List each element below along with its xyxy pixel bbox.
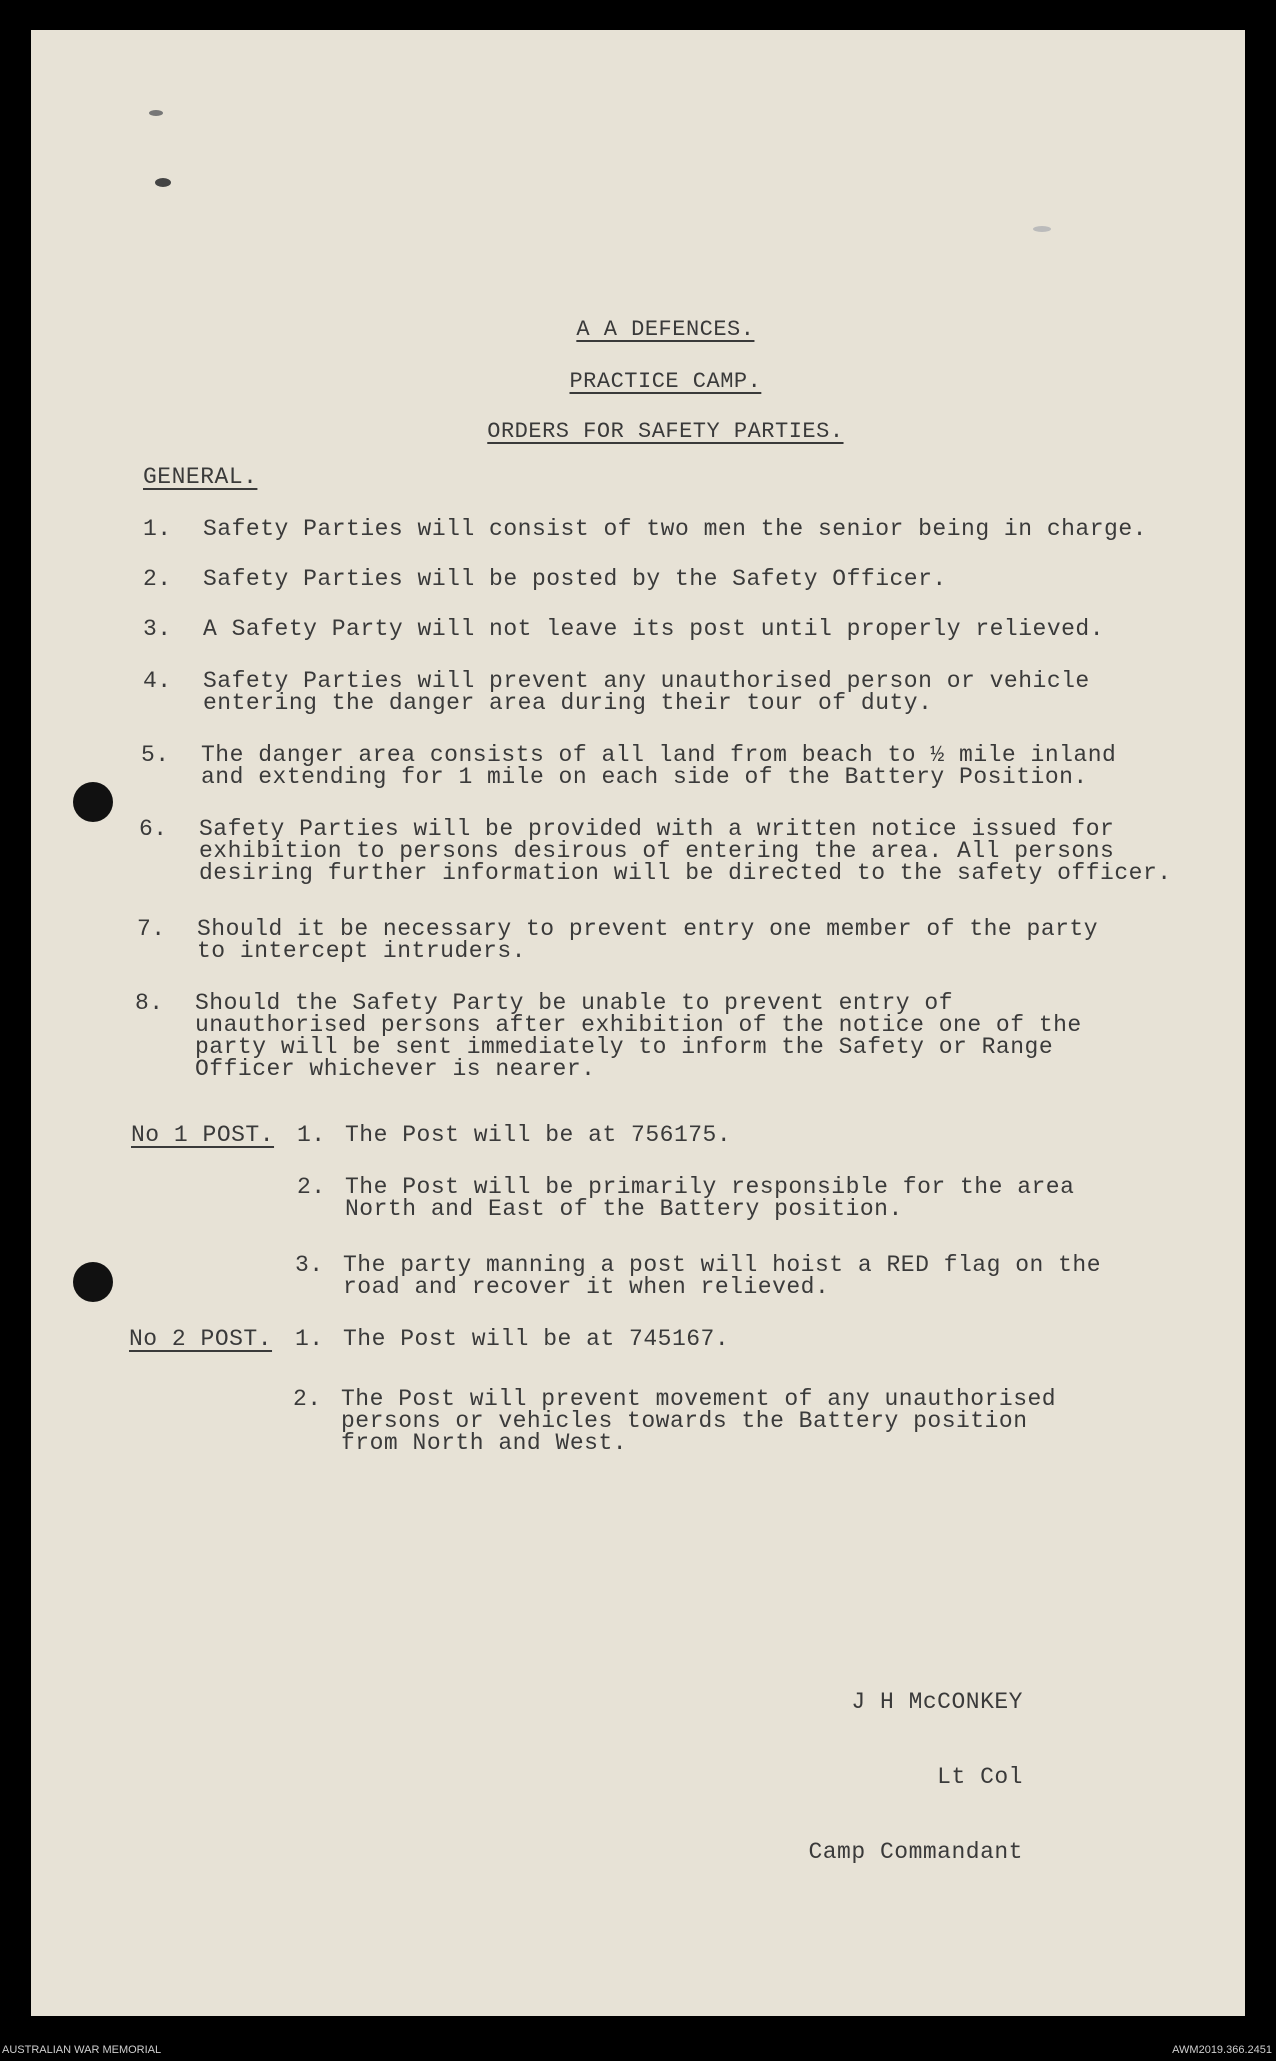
item-text: Should the Safety Party be unable to prevent entry of unauthorised persons after exhibition of the notice one of the party will be sent immediately to inform the Safety or Range Officer whichever is nearer. xyxy=(195,990,1082,1082)
item-number: 6. xyxy=(139,816,168,842)
post-1-label: No 1 POST. xyxy=(131,1122,275,1148)
item-number: 2. xyxy=(297,1174,326,1200)
document-subtitle: PRACTICE CAMP. xyxy=(569,369,762,394)
document-page xyxy=(31,30,1245,2016)
item-text: Safety Parties will prevent any unauthorised person or vehicle entering the danger area during their tour of duty. xyxy=(203,668,1090,716)
item-number: 1. xyxy=(297,1122,326,1148)
item-text: A Safety Party will not leave its post until properly relieved. xyxy=(203,616,1105,642)
item-number: 8. xyxy=(135,990,164,1016)
post-1-item xyxy=(297,1174,1075,1264)
item-number: 1. xyxy=(143,516,172,542)
signature-block xyxy=(761,1640,1023,1915)
signatory-rank: Lt Col xyxy=(937,1764,1023,1790)
general-item xyxy=(135,990,1082,1082)
punch-hole-lower xyxy=(73,1262,113,1302)
general-item xyxy=(139,816,1172,906)
item-number: 3. xyxy=(143,616,172,642)
item-number: 1. xyxy=(295,1326,324,1352)
footer-accession-number: AWM2019.366.2451 xyxy=(1172,2044,1272,2056)
item-number: 5. xyxy=(141,742,170,768)
section-general-label: GENERAL. xyxy=(143,464,258,490)
punch-hole-upper xyxy=(73,782,113,822)
item-text: The party manning a post will hoist a RED flag on the road and recover it when relieved. xyxy=(343,1252,1102,1300)
item-number: 4. xyxy=(143,668,172,694)
item-text: The danger area consists of all land from beach to ½ mile inland and extending for 1 mile on each side of the Battery Position. xyxy=(201,742,1117,790)
post-2-item xyxy=(293,1386,1057,1476)
item-number: 7. xyxy=(137,916,166,942)
item-text: Safety Parties will consist of two men the senior being in charge. xyxy=(203,516,1147,542)
signatory-name: J H McCONKEY xyxy=(851,1689,1023,1715)
item-number: 3. xyxy=(295,1252,324,1278)
signatory-title: Camp Commandant xyxy=(808,1839,1023,1865)
item-text: The Post will be at 756175. xyxy=(345,1122,732,1148)
footer-credit: AUSTRALIAN WAR MEMORIAL xyxy=(2,2044,162,2056)
document-heading: ORDERS FOR SAFETY PARTIES. xyxy=(487,419,844,444)
item-number: 2. xyxy=(293,1386,322,1412)
paper-blemish xyxy=(155,178,171,187)
post-2-label: No 2 POST. xyxy=(129,1326,273,1352)
paper-blemish xyxy=(1033,226,1051,232)
item-number: 2. xyxy=(143,566,172,592)
paper-blemish xyxy=(149,110,163,116)
item-text: Safety Parties will be posted by the Safety Officer. xyxy=(203,566,947,592)
item-text: The Post will be at 745167. xyxy=(343,1326,730,1352)
document-title: A A DEFENCES. xyxy=(576,317,755,342)
item-text: Safety Parties will be provided with a written notice issued for exhibition to persons desirous of entering the area. All persons desiring further information will be directed to the safety officer. xyxy=(199,816,1172,886)
item-text: The Post will be primarily responsible for the area North and East of the Battery position. xyxy=(345,1174,1075,1222)
item-text: Should it be necessary to prevent entry one member of the party to intercept intruders. xyxy=(197,916,1099,964)
item-text: The Post will prevent movement of any unauthorised persons or vehicles towards the Battery position from North and West. xyxy=(341,1386,1057,1456)
